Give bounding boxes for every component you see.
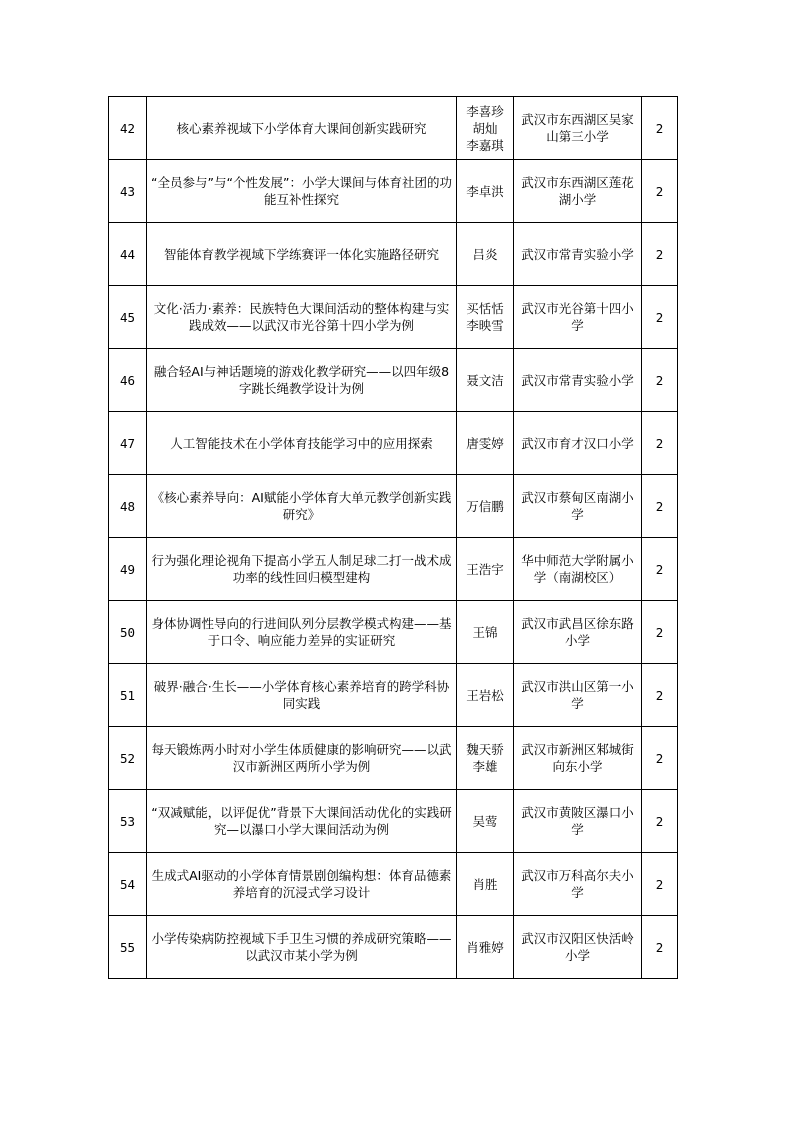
cell-school (514, 412, 642, 475)
cell-school-text: 武汉市常青实验小学 (521, 246, 634, 262)
cell-school-text: 武汉市汉阳区快活岭小学 (521, 931, 634, 963)
cell-level-text: 2 (655, 246, 664, 262)
cell-school (514, 475, 642, 538)
table-body (109, 97, 678, 979)
table-row (109, 223, 678, 286)
cell-authors (457, 223, 514, 286)
cell-authors (457, 601, 514, 664)
cell-number (109, 349, 147, 412)
cell-number-text: 45 (119, 309, 136, 325)
cell-authors (457, 160, 514, 223)
cell-level (642, 223, 678, 286)
cell-number-text: 54 (119, 876, 136, 892)
cell-school (514, 538, 642, 601)
cell-number-text: 46 (119, 372, 136, 388)
cell-school (514, 223, 642, 286)
cell-number (109, 853, 147, 916)
cell-title-text: 文化·活力·素养：民族特色大课间活动的整体构建与实践成效——以武汉市光谷第十四小学为例 (153, 301, 450, 333)
cell-authors (457, 853, 514, 916)
cell-school-text: 武汉市武昌区徐东路小学 (521, 616, 634, 648)
cell-authors (457, 286, 514, 349)
cell-number (109, 601, 147, 664)
cell-title (147, 727, 457, 790)
cell-authors-text: 买恬恬 李映雪 (466, 301, 504, 333)
cell-school-text: 武汉市常青实验小学 (521, 372, 634, 388)
cell-title (147, 412, 457, 475)
cell-authors (457, 475, 514, 538)
table-row (109, 727, 678, 790)
cell-title (147, 601, 457, 664)
table-row (109, 475, 678, 538)
cell-title-text: 人工智能技术在小学体育技能学习中的应用探索 (170, 435, 433, 451)
cell-number (109, 916, 147, 979)
cell-school (514, 97, 642, 160)
cell-title (147, 97, 457, 160)
table-row (109, 412, 678, 475)
cell-level-text: 2 (655, 309, 664, 325)
cell-number (109, 475, 147, 538)
cell-school-text: 武汉市育才汉口小学 (521, 435, 634, 451)
cell-title-text: “全员参与”与“个性发展”：小学大课间与体育社团的功能互补性探究 (151, 175, 452, 207)
cell-authors-text: 肖胜 (472, 876, 498, 892)
cell-title-text: 融合轻AI与神话题境的游戏化教学研究——以四年级8字跳长绳教学设计为例 (153, 364, 450, 396)
cell-level-text: 2 (655, 372, 664, 388)
cell-authors (457, 790, 514, 853)
cell-authors-text: 唐雯婷 (466, 435, 504, 451)
cell-authors-text: 王浩宇 (466, 561, 504, 577)
table-row (109, 916, 678, 979)
cell-number-text: 49 (119, 561, 136, 577)
cell-school (514, 790, 642, 853)
cell-authors (457, 97, 514, 160)
cell-authors (457, 916, 514, 979)
cell-title-text: 智能体育教学视域下学练赛评一体化实施路径研究 (163, 246, 439, 262)
cell-school (514, 349, 642, 412)
cell-level-text: 2 (655, 561, 664, 577)
table-row (109, 853, 678, 916)
cell-number (109, 664, 147, 727)
cell-number (109, 223, 147, 286)
cell-authors (457, 538, 514, 601)
cell-authors-text: 王岩松 (466, 687, 504, 703)
cell-level (642, 601, 678, 664)
cell-authors-text: 肖雅婷 (466, 939, 504, 955)
cell-level (642, 349, 678, 412)
cell-number (109, 160, 147, 223)
cell-level (642, 853, 678, 916)
cell-school (514, 160, 642, 223)
cell-level (642, 412, 678, 475)
cell-school (514, 286, 642, 349)
cell-number (109, 727, 147, 790)
cell-title (147, 475, 457, 538)
cell-level-text: 2 (655, 876, 664, 892)
cell-number (109, 538, 147, 601)
cell-title-text: 每天锻炼两小时对小学生体质健康的影响研究——以武汉市新洲区两所小学为例 (151, 742, 452, 774)
cell-level (642, 475, 678, 538)
cell-level-text: 2 (655, 435, 664, 451)
cell-level-text: 2 (655, 813, 664, 829)
cell-authors (457, 349, 514, 412)
cell-title-text: 身体协调性导向的行进间队列分层教学模式构建——基于口令、响应能力差异的实证研究 (151, 616, 452, 648)
table-row (109, 349, 678, 412)
cell-title-text: 生成式AI驱动的小学体育情景剧创编构想：体育品德素养培育的沉浸式学习设计 (151, 868, 452, 900)
cell-level-text: 2 (655, 183, 664, 199)
cell-number-text: 55 (119, 939, 136, 955)
cell-title-text: 小学传染病防控视域下手卫生习惯的养成研究策略——以武汉市某小学为例 (151, 931, 452, 963)
table-row (109, 601, 678, 664)
cell-title (147, 160, 457, 223)
cell-level (642, 790, 678, 853)
cell-authors (457, 412, 514, 475)
cell-title-text: 行为强化理论视角下提高小学五人制足球二打一战术成功率的线性回归模型建构 (151, 553, 452, 585)
cell-title-text: 破界·融合·生长——小学体育核心素养培育的跨学科协同实践 (153, 679, 450, 711)
cell-school (514, 664, 642, 727)
cell-number-text: 51 (119, 687, 136, 703)
cell-number (109, 97, 147, 160)
cell-title-text: “双减赋能，以评促优”背景下大课间活动优化的实践研究—以瀑口小学大课间活动为例 (151, 805, 452, 837)
cell-authors-text: 魏天骄 李雄 (466, 742, 504, 774)
cell-number (109, 412, 147, 475)
cell-number-text: 42 (119, 120, 136, 136)
cell-school (514, 727, 642, 790)
cell-level (642, 286, 678, 349)
cell-school-text: 华中师范大学附属小学（南湖校区） (521, 553, 634, 585)
cell-number-text: 52 (119, 750, 136, 766)
cell-school-text: 武汉市蔡甸区南湖小学 (521, 490, 634, 522)
cell-title-text: 核心素养视域下小学体育大课间创新实践研究 (176, 120, 427, 136)
cell-school-text: 武汉市光谷第十四小学 (521, 301, 634, 333)
cell-school (514, 916, 642, 979)
cell-title (147, 664, 457, 727)
cell-authors-text: 王锦 (472, 624, 498, 640)
cell-level (642, 538, 678, 601)
table-row (109, 160, 678, 223)
cell-title (147, 223, 457, 286)
cell-school-text: 武汉市新洲区邾城街向东小学 (521, 742, 634, 774)
cell-title (147, 790, 457, 853)
cell-authors-text: 李卓洪 (466, 183, 504, 199)
cell-title-text: 《核心素养导向：AI赋能小学体育大单元教学创新实践研究》 (151, 490, 452, 522)
cell-level-text: 2 (655, 687, 664, 703)
cell-authors-text: 聂文洁 (466, 372, 504, 388)
cell-number (109, 790, 147, 853)
cell-number-text: 50 (119, 624, 136, 640)
cell-authors-text: 万信鹏 (466, 498, 504, 514)
table-row (109, 538, 678, 601)
cell-school-text: 武汉市东西湖区吴家山第三小学 (521, 112, 634, 144)
cell-level (642, 97, 678, 160)
cell-title (147, 916, 457, 979)
cell-level-text: 2 (655, 750, 664, 766)
cell-authors (457, 664, 514, 727)
cell-level (642, 727, 678, 790)
award-table (108, 96, 678, 979)
cell-title (147, 349, 457, 412)
cell-school (514, 601, 642, 664)
cell-number-text: 53 (119, 813, 136, 829)
cell-level-text: 2 (655, 498, 664, 514)
cell-level-text: 2 (655, 939, 664, 955)
cell-school-text: 武汉市黄陂区瀑口小学 (521, 805, 634, 837)
cell-school-text: 武汉市万科高尔夫小学 (521, 868, 634, 900)
cell-level-text: 2 (655, 624, 664, 640)
cell-level (642, 160, 678, 223)
table-row (109, 664, 678, 727)
cell-number-text: 43 (119, 183, 136, 199)
cell-authors-text: 吕炎 (472, 246, 498, 262)
cell-authors-text: 吴莺 (472, 813, 498, 829)
cell-authors (457, 727, 514, 790)
cell-number-text: 47 (119, 435, 136, 451)
table-row (109, 286, 678, 349)
cell-school (514, 853, 642, 916)
cell-level-text: 2 (655, 120, 664, 136)
cell-authors-text: 李喜珍 胡灿 李嘉琪 (466, 103, 504, 153)
cell-school-text: 武汉市东西湖区莲花湖小学 (521, 175, 634, 207)
cell-number-text: 44 (119, 246, 136, 262)
table-row (109, 97, 678, 160)
cell-number (109, 286, 147, 349)
cell-level (642, 916, 678, 979)
cell-school-text: 武汉市洪山区第一小学 (521, 679, 634, 711)
table-row (109, 790, 678, 853)
cell-title (147, 538, 457, 601)
cell-level (642, 664, 678, 727)
cell-title (147, 286, 457, 349)
cell-number-text: 48 (119, 498, 136, 514)
cell-title (147, 853, 457, 916)
